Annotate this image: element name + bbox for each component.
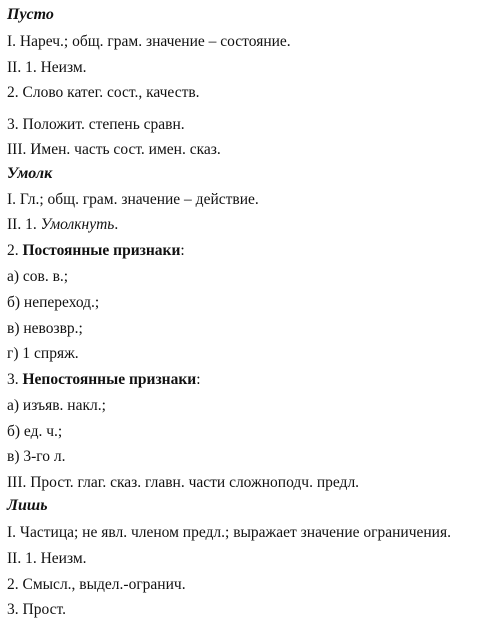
text-line: 2. Смысл., выдел.-огранич. [7, 576, 186, 593]
heading-pusto: Пусто [7, 6, 54, 23]
heading-umolk: Умолк [7, 165, 53, 182]
text-suffix: : [180, 242, 185, 259]
text-suffix: . [114, 216, 119, 233]
text-line: II. 1. Неизм. [7, 550, 87, 567]
text-line: 2. Слово катег. сост., качеств. [7, 84, 200, 101]
text-prefix: II. 1. [7, 216, 41, 233]
list-item: б) непереход.; [7, 294, 100, 311]
text-line: I. Гл.; общ. грам. значение – действие. [7, 191, 259, 208]
text-line: III. Имен. часть сост. имен. сказ. [7, 141, 221, 158]
text-line: II. 1. Неизм. [7, 59, 87, 76]
text-prefix: 3. [7, 371, 23, 388]
list-item: в) невозвр.; [7, 320, 83, 337]
list-item: а) сов. в.; [7, 268, 69, 285]
text-line-verb [7, 216, 118, 234]
text-line: 3. Положит. степень сравн. [7, 116, 185, 133]
variable-features-heading [7, 371, 201, 389]
text-suffix: : [196, 371, 201, 388]
list-item: а) изъяв. накл.; [7, 397, 106, 414]
list-item: в) 3-го л. [7, 448, 66, 465]
text-prefix: 2. [7, 242, 23, 259]
constant-features-heading [7, 242, 185, 260]
list-item: б) ед. ч.; [7, 423, 63, 440]
text-line: I. Нареч.; общ. грам. значение – состояние. [7, 33, 291, 50]
text-line: 3. Прост. [7, 601, 66, 618]
infinitive-form: Умолкнуть [40, 216, 115, 233]
constant-features-label: Постоянные признаки [22, 242, 181, 259]
heading-lish: Лишь [7, 497, 48, 514]
list-item: г) 1 спряж. [7, 345, 79, 362]
text-line: I. Частица; не явл. членом предл.; выражает значение ограничения. [7, 524, 451, 541]
text-line: III. Прост. глаг. сказ. главн. части сложноподч. предл. [7, 474, 360, 491]
variable-features-label: Непостоянные признаки [22, 371, 197, 388]
